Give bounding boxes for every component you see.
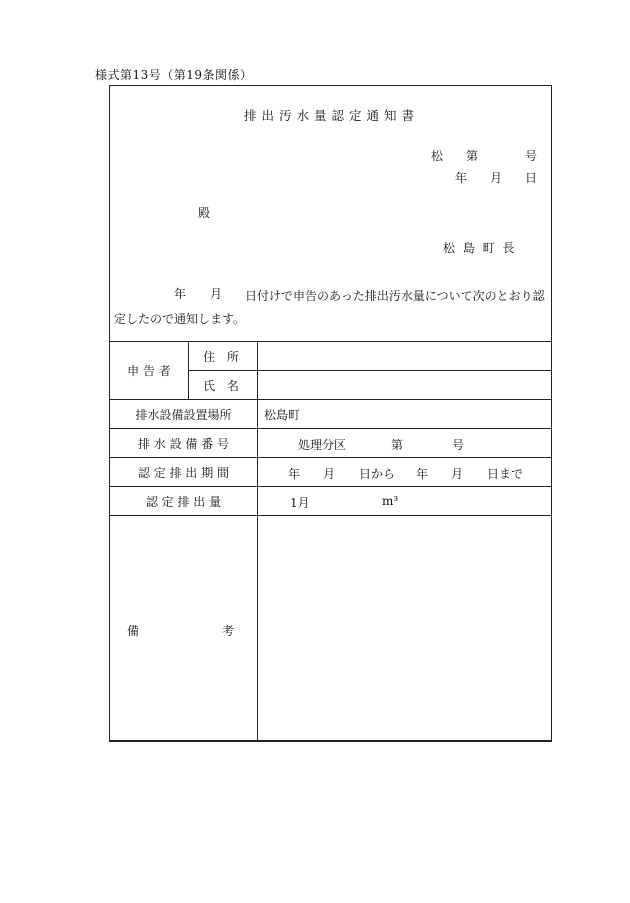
remarks-label xyxy=(110,516,258,741)
remarks-value xyxy=(258,516,552,741)
body-text: 日付けで申告のあった排出汚水量について次のとおり認定したので通知します。 xyxy=(114,289,545,326)
remarks-label-left: 備 xyxy=(127,624,140,638)
facility-number-label: 排 水 設 備 番 号 xyxy=(110,429,258,458)
date-year: 年 xyxy=(455,171,468,185)
location-value: 松島町 xyxy=(258,400,552,429)
period-value xyxy=(258,458,552,487)
district-dai: 第 xyxy=(391,438,404,452)
location-label: 排水設備設置場所 xyxy=(110,400,258,429)
document-title: 排出汚水量認定通知書 xyxy=(243,108,419,123)
facility-number-value xyxy=(258,429,552,458)
period-start-month: 月 xyxy=(323,467,336,481)
volume-label: 認 定 排 出 量 xyxy=(110,487,258,516)
declarant-label: 申 告 者 xyxy=(110,342,189,400)
remarks-label-right: 考 xyxy=(222,624,235,638)
name-label: 氏 名 xyxy=(189,371,258,400)
volume-value xyxy=(258,487,552,516)
date-month: 月 xyxy=(490,171,503,185)
period-end-day: 日まで xyxy=(487,467,524,481)
period-end-year: 年 xyxy=(416,467,429,481)
address-label: 住 所 xyxy=(189,342,258,371)
volume-month: 1月 xyxy=(290,496,310,510)
period-start-day: 日から xyxy=(359,467,396,481)
date-day: 日 xyxy=(525,171,538,185)
period-end-month: 月 xyxy=(451,467,464,481)
district-go: 号 xyxy=(452,438,465,452)
notice-form xyxy=(109,85,552,742)
period-label: 認 定 排 出 期 間 xyxy=(110,458,258,487)
volume-unit: m³ xyxy=(382,494,399,508)
issuer: 松 島 町 長 xyxy=(443,241,517,255)
doc-number-dai: 第 xyxy=(466,149,479,163)
district-label: 処理分区 xyxy=(298,438,347,452)
name-value xyxy=(258,371,552,400)
addressee-suffix: 殿 xyxy=(198,206,211,220)
form-number-label: 様式第13号（第19条関係） xyxy=(95,68,253,82)
notice-table xyxy=(109,341,552,741)
period-start-year: 年 xyxy=(288,467,301,481)
doc-number-go: 号 xyxy=(525,149,538,163)
body-month: 月 xyxy=(210,287,223,301)
doc-number-prefix: 松 xyxy=(431,149,444,163)
body-year: 年 xyxy=(174,287,187,301)
address-value xyxy=(258,342,552,371)
